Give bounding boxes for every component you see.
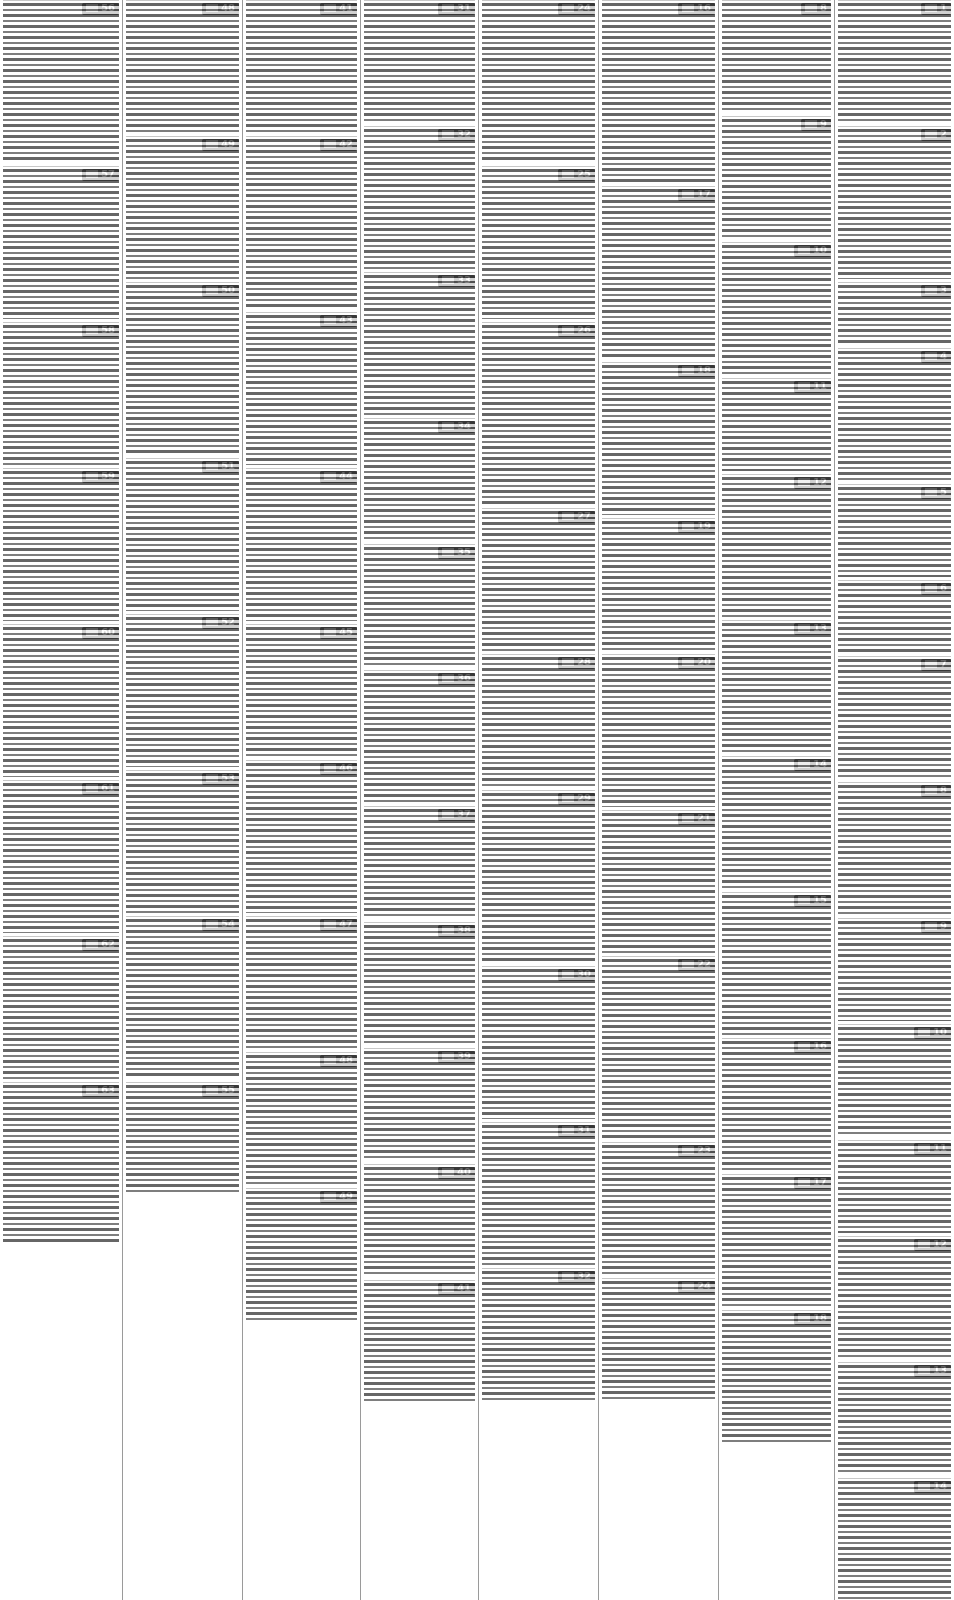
news-item (838, 0, 951, 123)
news-item (246, 468, 357, 621)
urdu-text-block (364, 547, 475, 667)
urdu-text-block (838, 1239, 951, 1359)
news-item (364, 922, 475, 1045)
news-item (602, 956, 715, 1139)
urdu-text-block (722, 3, 831, 113)
news-item (3, 0, 119, 163)
news-item (246, 624, 357, 757)
urdu-text-block (838, 785, 951, 915)
news-item (722, 378, 831, 471)
news-column-2 (718, 0, 834, 1600)
news-item (838, 1024, 951, 1137)
urdu-text-block (722, 381, 831, 471)
urdu-text-block (602, 3, 715, 183)
news-column-3 (598, 0, 718, 1600)
urdu-text-block (126, 285, 239, 455)
urdu-text-block (482, 1125, 595, 1265)
urdu-text-block (3, 325, 119, 465)
news-item (602, 654, 715, 807)
news-item (838, 580, 951, 653)
news-item (838, 484, 951, 577)
news-item (126, 282, 239, 455)
news-item (482, 0, 595, 163)
urdu-text-block (722, 1041, 831, 1171)
urdu-text-block (246, 139, 357, 309)
urdu-text-block (364, 129, 475, 269)
urdu-text-block (838, 1481, 951, 1600)
news-item (722, 1174, 831, 1307)
news-item (246, 0, 357, 133)
urdu-text-block (602, 657, 715, 807)
news-item (482, 508, 595, 651)
urdu-text-block (3, 471, 119, 621)
news-item (722, 1038, 831, 1171)
urdu-text-block (602, 365, 715, 515)
urdu-text-block (838, 129, 951, 279)
news-item (602, 362, 715, 515)
urdu-text-block (246, 627, 357, 757)
news-item (126, 770, 239, 913)
news-item (722, 1310, 831, 1443)
news-item (482, 166, 595, 319)
urdu-text-block (364, 421, 475, 541)
news-column-7 (122, 0, 242, 1600)
news-item (364, 1280, 475, 1403)
news-item (838, 348, 951, 481)
urdu-text-block (3, 1085, 119, 1245)
urdu-text-block (246, 919, 357, 1049)
urdu-text-block (3, 3, 119, 163)
urdu-text-block (602, 521, 715, 651)
urdu-text-block (364, 1283, 475, 1403)
news-item (364, 418, 475, 541)
news-item (246, 312, 357, 465)
urdu-text-block (126, 773, 239, 913)
news-item (364, 1048, 475, 1161)
urdu-text-block (482, 969, 595, 1119)
news-item (602, 518, 715, 651)
urdu-text-block (482, 3, 595, 163)
news-item (364, 544, 475, 667)
news-item (602, 1278, 715, 1401)
urdu-text-block (838, 659, 951, 779)
urdu-text-block (838, 1143, 951, 1233)
urdu-text-block (722, 119, 831, 239)
news-item (364, 0, 475, 123)
urdu-text-block (838, 285, 951, 345)
urdu-text-block (246, 1191, 357, 1321)
news-item (482, 654, 595, 787)
news-column-8 (0, 0, 122, 1600)
urdu-text-block (602, 959, 715, 1139)
urdu-text-block (722, 245, 831, 375)
news-item (3, 624, 119, 777)
news-item (364, 670, 475, 803)
news-item (364, 1164, 475, 1277)
urdu-text-block (126, 461, 239, 611)
urdu-text-block (246, 3, 357, 133)
urdu-text-block (364, 1051, 475, 1161)
news-item (838, 1236, 951, 1359)
urdu-text-block (126, 1085, 239, 1195)
news-item (722, 474, 831, 617)
urdu-text-block (602, 1145, 715, 1275)
news-item (722, 242, 831, 375)
news-item (602, 810, 715, 953)
news-item (838, 918, 951, 1021)
urdu-text-block (126, 3, 239, 133)
urdu-text-block (364, 275, 475, 415)
urdu-text-block (838, 487, 951, 577)
urdu-text-block (126, 919, 239, 1079)
news-item (838, 282, 951, 345)
news-item (482, 790, 595, 963)
news-item (246, 760, 357, 913)
news-item (838, 1478, 951, 1600)
news-item (722, 620, 831, 753)
urdu-text-block (126, 617, 239, 767)
news-item (246, 136, 357, 309)
urdu-text-block (838, 921, 951, 1021)
news-item (482, 1122, 595, 1265)
news-item (126, 614, 239, 767)
urdu-text-block (482, 1271, 595, 1401)
urdu-text-block (602, 813, 715, 953)
urdu-text-block (722, 1177, 831, 1307)
news-item (602, 0, 715, 183)
news-item (246, 916, 357, 1049)
news-item (3, 780, 119, 933)
urdu-text-block (602, 1281, 715, 1401)
urdu-text-block (722, 759, 831, 889)
news-item (364, 806, 475, 919)
news-column-1 (834, 0, 954, 1600)
urdu-text-block (246, 315, 357, 465)
news-item (602, 186, 715, 359)
urdu-text-block (3, 783, 119, 933)
news-item (838, 1362, 951, 1475)
urdu-text-block (482, 511, 595, 651)
urdu-text-block (246, 1055, 357, 1185)
news-item (722, 0, 831, 113)
news-item (246, 1188, 357, 1321)
news-item (126, 0, 239, 133)
news-item (3, 936, 119, 1079)
news-item (3, 322, 119, 465)
news-item (838, 782, 951, 915)
urdu-text-block (722, 1313, 831, 1443)
urdu-text-block (838, 1027, 951, 1137)
news-item (482, 1268, 595, 1401)
news-item (126, 136, 239, 279)
urdu-text-block (3, 169, 119, 319)
news-item (246, 1052, 357, 1185)
urdu-text-block (246, 763, 357, 913)
urdu-text-block (482, 325, 595, 505)
urdu-text-block (246, 471, 357, 621)
news-item (722, 892, 831, 1035)
urdu-text-block (722, 623, 831, 753)
urdu-text-block (3, 939, 119, 1079)
urdu-text-block (838, 3, 951, 123)
urdu-text-block (364, 673, 475, 803)
urdu-text-block (482, 169, 595, 319)
news-item (838, 126, 951, 279)
news-column-4 (478, 0, 598, 1600)
news-item (722, 116, 831, 239)
news-item (126, 1082, 239, 1195)
news-item (126, 458, 239, 611)
urdu-text-block (482, 793, 595, 963)
urdu-text-block (126, 139, 239, 279)
news-item (364, 126, 475, 269)
news-item (722, 756, 831, 889)
news-item (602, 1142, 715, 1275)
urdu-text-block (482, 657, 595, 787)
urdu-text-block (722, 477, 831, 617)
urdu-text-block (364, 3, 475, 123)
news-column-6 (242, 0, 360, 1600)
news-item (838, 656, 951, 779)
news-item (126, 916, 239, 1079)
news-item (3, 166, 119, 319)
urdu-text-block (838, 583, 951, 653)
urdu-text-block (602, 189, 715, 359)
news-item (838, 1140, 951, 1233)
urdu-text-block (722, 895, 831, 1035)
urdu-text-block (838, 351, 951, 481)
urdu-text-block (3, 627, 119, 777)
news-column-5 (360, 0, 478, 1600)
news-item (364, 272, 475, 415)
news-item (482, 322, 595, 505)
news-item (482, 966, 595, 1119)
urdu-text-block (364, 809, 475, 919)
urdu-text-block (364, 925, 475, 1045)
news-item (3, 468, 119, 621)
news-item (3, 1082, 119, 1245)
urdu-text-block (364, 1167, 475, 1277)
urdu-text-block (838, 1365, 951, 1475)
